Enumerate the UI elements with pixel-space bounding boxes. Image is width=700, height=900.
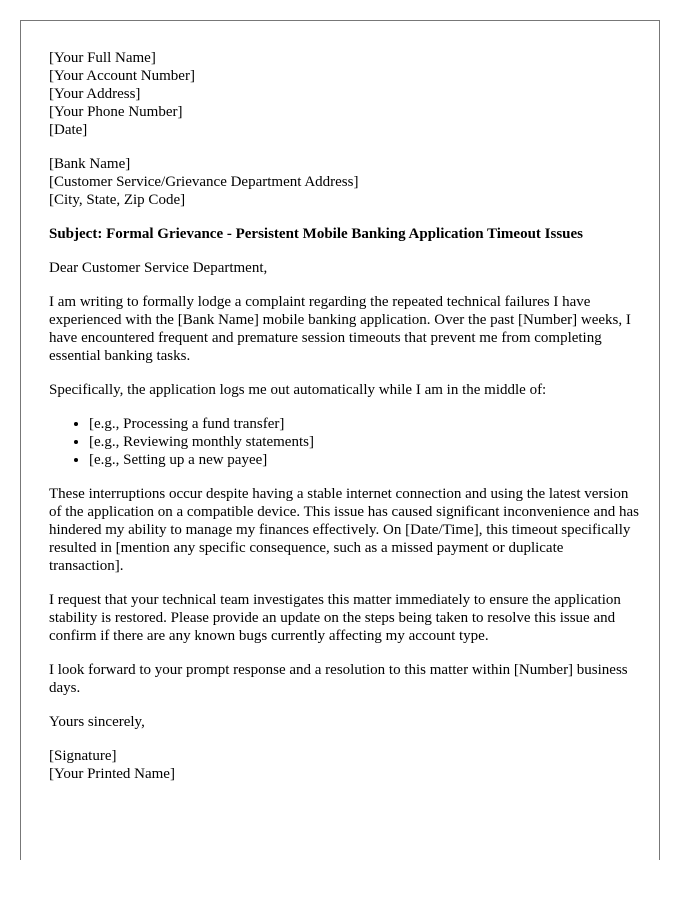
sender-block [49,49,639,139]
letter-page [20,20,660,860]
sender-account-number: [Your Account Number] [49,68,195,84]
body-paragraph: Specifically, the application logs me out automatically while I am in the middle of: [49,382,547,398]
letter-closing: Yours sincerely, [49,714,145,730]
letter-date: [Date] [49,122,88,138]
recipient-block [49,155,639,209]
body-paragraph: I am writing to formally lodge a complaint regarding the repeated technical failures I have experienced with the [Bank Name] mobile banking application. Over the past [Number] weeks, I have encountered frequent and premature session timeouts that prevent me from completing essential banking tasks. [49,294,631,364]
sender-phone: [Your Phone Number] [49,104,183,120]
issue-list [49,415,639,469]
recipient-city-state-zip: [City, State, Zip Code] [49,192,186,208]
body-paragraph: I look forward to your prompt response and a resolution to this matter within [Number] business days. [49,662,628,696]
body-paragraph: These interruptions occur despite having a stable internet connection and using the latest version of the application on a compatible device. This issue has caused significant inconvenience and has hindered my ability to manage my finances effectively. On [Date/Time], this timeout specifically resulted in [mention any specific consequence, such as a missed payment or duplicate transaction]. [49,486,639,574]
letter-content [49,49,639,783]
issue-list-item: • [e.g., Processing a fund transfer] [89,415,639,433]
recipient-department-address: [Customer Service/Grievance Department Address] [49,174,359,190]
signature-block [49,747,639,783]
sender-full-name: [Your Full Name] [49,50,156,66]
printed-name: [Your Printed Name] [49,766,175,782]
signature-line: [Signature] [49,748,117,764]
body-paragraph: I request that your technical team investigates this matter immediately to ensure the application stability is restored. Please provide an update on the steps being taken to resolve this issue and confirm if there are any known bugs currently affecting my account type. [49,592,621,644]
issue-list-item: • [e.g., Setting up a new payee] [89,451,639,469]
letter-subject: Subject: Formal Grievance - Persistent Mobile Banking Application Timeout Issues [49,226,584,242]
issue-list-item: • [e.g., Reviewing monthly statements] [89,433,639,451]
sender-address: [Your Address] [49,86,141,102]
letter-salutation: Dear Customer Service Department, [49,260,268,276]
recipient-bank-name: [Bank Name] [49,156,131,172]
